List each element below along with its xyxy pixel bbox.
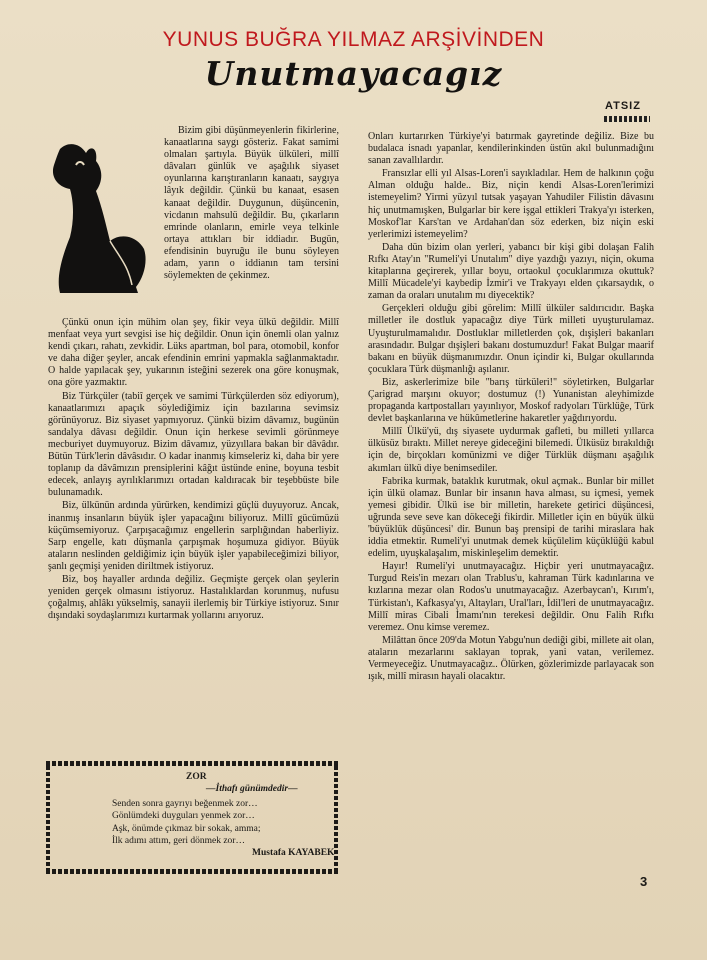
author-name: ATSIZ: [605, 100, 641, 112]
paragraph: Gerçekleri olduğu gibi görelim: Millî ülküler saldırıcıdır. Başka milletler ile dostluk yapacağız diye Türk milleti uyuşturulamaz. Uyuşturulmamalıdır. Dostluklar milletlerden çok, dışişleri bakanları arasındadır. Bulgar dışişleri bakanı dostumuzdur! Fakat Bulgar maarif bakanı en büyük düşmanımızdır. Onun içindir ki, Bulgar okullarında çocuklara Türk düşmanlığı aşılanır.: [368, 303, 654, 375]
poem-line: Gönlümdeki duyguları yenmek zor…: [112, 811, 255, 822]
wolf-silhouette: [53, 144, 146, 293]
poem-border-left: [46, 766, 50, 869]
paragraph: Fransızlar elli yıl Alsas-Loren'i sayıkladılar. Hem de halkının çoğu Alman olduğu halde.. Biz, niçin kendi Alsas-Loren'lerimizi istemeyelim? Yirmi yüzyıl tutsak yaşayan Yahudiler Filistin dâvasını hiç unutmamışken, Bulgarlar bir kere işgal ettikleri Trakya'yı isterken, Moskof'lar Kars'tan ve Ardahan'dan söz ederken, biz niçin eski yerlerimizi istemeyelim?: [368, 168, 654, 240]
poem-line: Senden sonra gayrıyı beğenmek zor…: [112, 799, 258, 809]
poem-dedication: —İthafı günümdedir—: [206, 784, 298, 794]
paragraph: Hayır! Rumeli'yi unutmayacağız. Hiçbir yeri unutmayacağız. Turgud Reis'in mezarı olan Trablus'u, kahraman Türk kadınlarına ve kızlarına mezar olan Rodos'u unutmayacağız. Azerbaycan'ı, Kırım'ı, Türkistan'ı, Kafkasya'yı, Altayları, Ural'ları, İdil'leri de unutmayacağız. Millî miras Cibali İmamı'nın terekesi değildir. Onu Falih Rıfkı veremez. Onu kimse veremez.: [368, 561, 654, 633]
wolf-illustration: [40, 137, 152, 297]
paragraph: Onları kurtarırken Türkiye'yi batırmak gayretinde değiliz. Bize bu budalaca isnadı yapanlar, kendilerinkinden üstün akıl bulunmadığını sanan zavallılardır.: [368, 131, 654, 167]
paragraph: Millî Ülkü'yü, dış siyasete uydurmak gafleti, bu milleti yıllarca ülküsüz bıraktı. Millet nereye gideceğini bilemedi. Ülküsüz bırakıldığı için de, birçokları komünizmi ve diğer Türklük düşmanı aşağılık akımları ülkü diye benimsediler.: [368, 426, 654, 474]
poem-line: Aşk, önümde çıkmaz bir sokak, amma;: [112, 823, 261, 834]
right-column: [368, 131, 654, 683]
left-column: [48, 317, 339, 622]
poem-line: İlk adımı attım, geri dönmek zor…: [112, 835, 245, 846]
paragraph: Daha dün bizim olan yerleri, yabancı bir kişi gibi dolaşan Falih Rıfkı Atay'ın "Rumeli'yi Unutalım" diye yazdığı yazıyı, niçin, okuma kitaplarına geçirerek, yıllar boyu, ortaokul çocuklarımıza okuttuk? Millî Mücadele'yi kaybedip İzmir'i ve Trakyayı elden çıkarsaydık, o zaman da oraları unutalım mı diyecektik?: [368, 241, 654, 302]
left-column-top: [164, 125, 339, 282]
page-number: 3: [640, 874, 648, 889]
paragraph: Bizim gibi düşünmeyenlerin fikirlerine, kanaatlarına saygı gösteriz. Fakat samimi olmaları şartıyla. Büyük ülküleri, millî dâvaları günlük ve aşağılık siyaset oyunlarına karıştıranların kanaatı, saygıya lâyık değildir. Çünkü bu kanaat, esasen kanaat değildir. Duygunun, düşüncenin, vicdanın mahsulü değildir. Bu, çıkarların emrinde olanların, emirle veya telkinle ortaya attıkları bir iddiadır. Bugün, efendisinin buyruğu ile bunu söyleyen adam, yarın o iddianın tam tersini söylemekten de çekinmez.: [164, 125, 339, 282]
poem-title: ZOR: [186, 772, 207, 782]
archive-label: YUNUS BUĞRA YILMAZ ARŞİVİNDEN: [162, 28, 545, 51]
poem-lines: [112, 798, 261, 847]
paragraph: Fabrika kurmak, bataklık kurutmak, okul açmak.. Bunlar bir millet için ülkü olamaz. Bunlar bir insanın hava alması, su içmesi, yemek yemesi gibidir. Ülkü ise bir milletin, harekete getirici düşüncesi, uğrunda seve seve kan dökeceği fikirdir. Milletler için en büyük ülkü 'büyüklük düşüncesi' dir. Bunun baş prensipi de tarihi miraslara hak iddia etmektir. Rumeli'yi unutmak demek küçülelim küçüklüğü kabul edelim, uyuşkalaşalım, miskinleşelim demektir.: [368, 475, 654, 560]
paragraph: Biz, askerlerimize bile "barış türküleri!" söyletirken, Bulgarlar Çarigrad marşını okuyor; dostumuz (!) Yunanistan aleyhimizde propaganda kartpostalları yayınlıyor, Moskof radyoları Türklüğe, Türk devlet başkanlarına ve hükûmetlerine hakaretler yağdırıyordu.: [368, 376, 654, 425]
poem-signature: Mustafa KAYABEK: [252, 848, 335, 858]
poem-border-bottom: [46, 869, 338, 874]
author-ornament: [604, 116, 650, 122]
paragraph: Biz Türkçüler (tabiî gerçek ve samimi Türkçülerden söz ediyorum), kanaatlarımızı apaçık söylediğimiz için bazılarına sevimsiz görünüyoruz. Biz siyaset yapmıyoruz. Çünkü bizim dâvamız, bugünün sandalya dâvası değildir. Onun için herkese sevimli görünmeye mecburiyet duymuyoruz. Bizim dâvamız, yüzyıllara bakan bir dâvâdır. Bütün Türk'lerin dâvâsıdır. O kadar inanmış kimseleriz ki, daha bir yere toplanıp da dâvâmızın prensiplerini kâğıt üstünde enine, boyuna tesbit edecek, anlayış ayrılıklarımızı ortadan kaldıracak bir teşebbüste bile bulunamadık.: [48, 390, 339, 499]
paragraph: Çünkü onun için mühim olan şey, fikir veya ülkü değildir. Millî menfaat veya yurt sevgisi ise hiç değildir. Onun için önemli olan yalnız kendi çıkarı, rahatı, zevkidir. Lüks apartman, bol para, otomobil, konfor ve daha diğer şeyler, ancak efendinin emrini yapmakla sağlanmaktadır. O halde yapılacak şey, yukarının isteğini sezerek ona göre konuşmak, ona göre yazmaktır.: [48, 317, 339, 389]
paragraph: Milâttan önce 209'da Motun Yabgu'nun dediği gibi, millete ait olan, ataların mezarlarını saklayan toprak, yani vatan, verilemez. Vermeyeceğiz. Unutmayacağız.. Ölürken, gözlerimizde parlayacak son ışık, millî mirasın hayali olacaktır.: [368, 634, 654, 683]
poem-border-right: [334, 766, 338, 869]
paragraph: Biz, ülkünün ardında yürürken, kendimizi güçlü duyuyoruz. Ancak, inanmış insanların büyük işler yapacağını biliyoruz. Millî gücümüzü küçümsemiyoruz. Çarpışacağımız engellerin sarplığından haberliyiz. Sarp engelle, katı düşmanla çarpışmak hoşumuza gidiyor. Büyük ataların neslinden geldiğimiz için büyük işler yapabileceğimizi biliyor, şanlı geçmişi yeniden diriltmek istiyoruz.: [48, 500, 339, 572]
article-title: Unutmayacagız: [204, 54, 503, 93]
poem-box: [46, 761, 338, 874]
poem-border-top: [46, 761, 338, 766]
paragraph: Biz, boş hayaller ardında değiliz. Geçmişte gerçek olan şeylerin yeniden gerçek olmasını istiyoruz. Hastalıklardan korunmuş, nufusu çoğalmış, ahlâkı yükselmiş, sanayii ilerlemiş bir Türkiye istiyoruz. Sınır dışındaki soydaşlarımızı kurtarmak yollarını arıyoruz.: [48, 573, 339, 622]
